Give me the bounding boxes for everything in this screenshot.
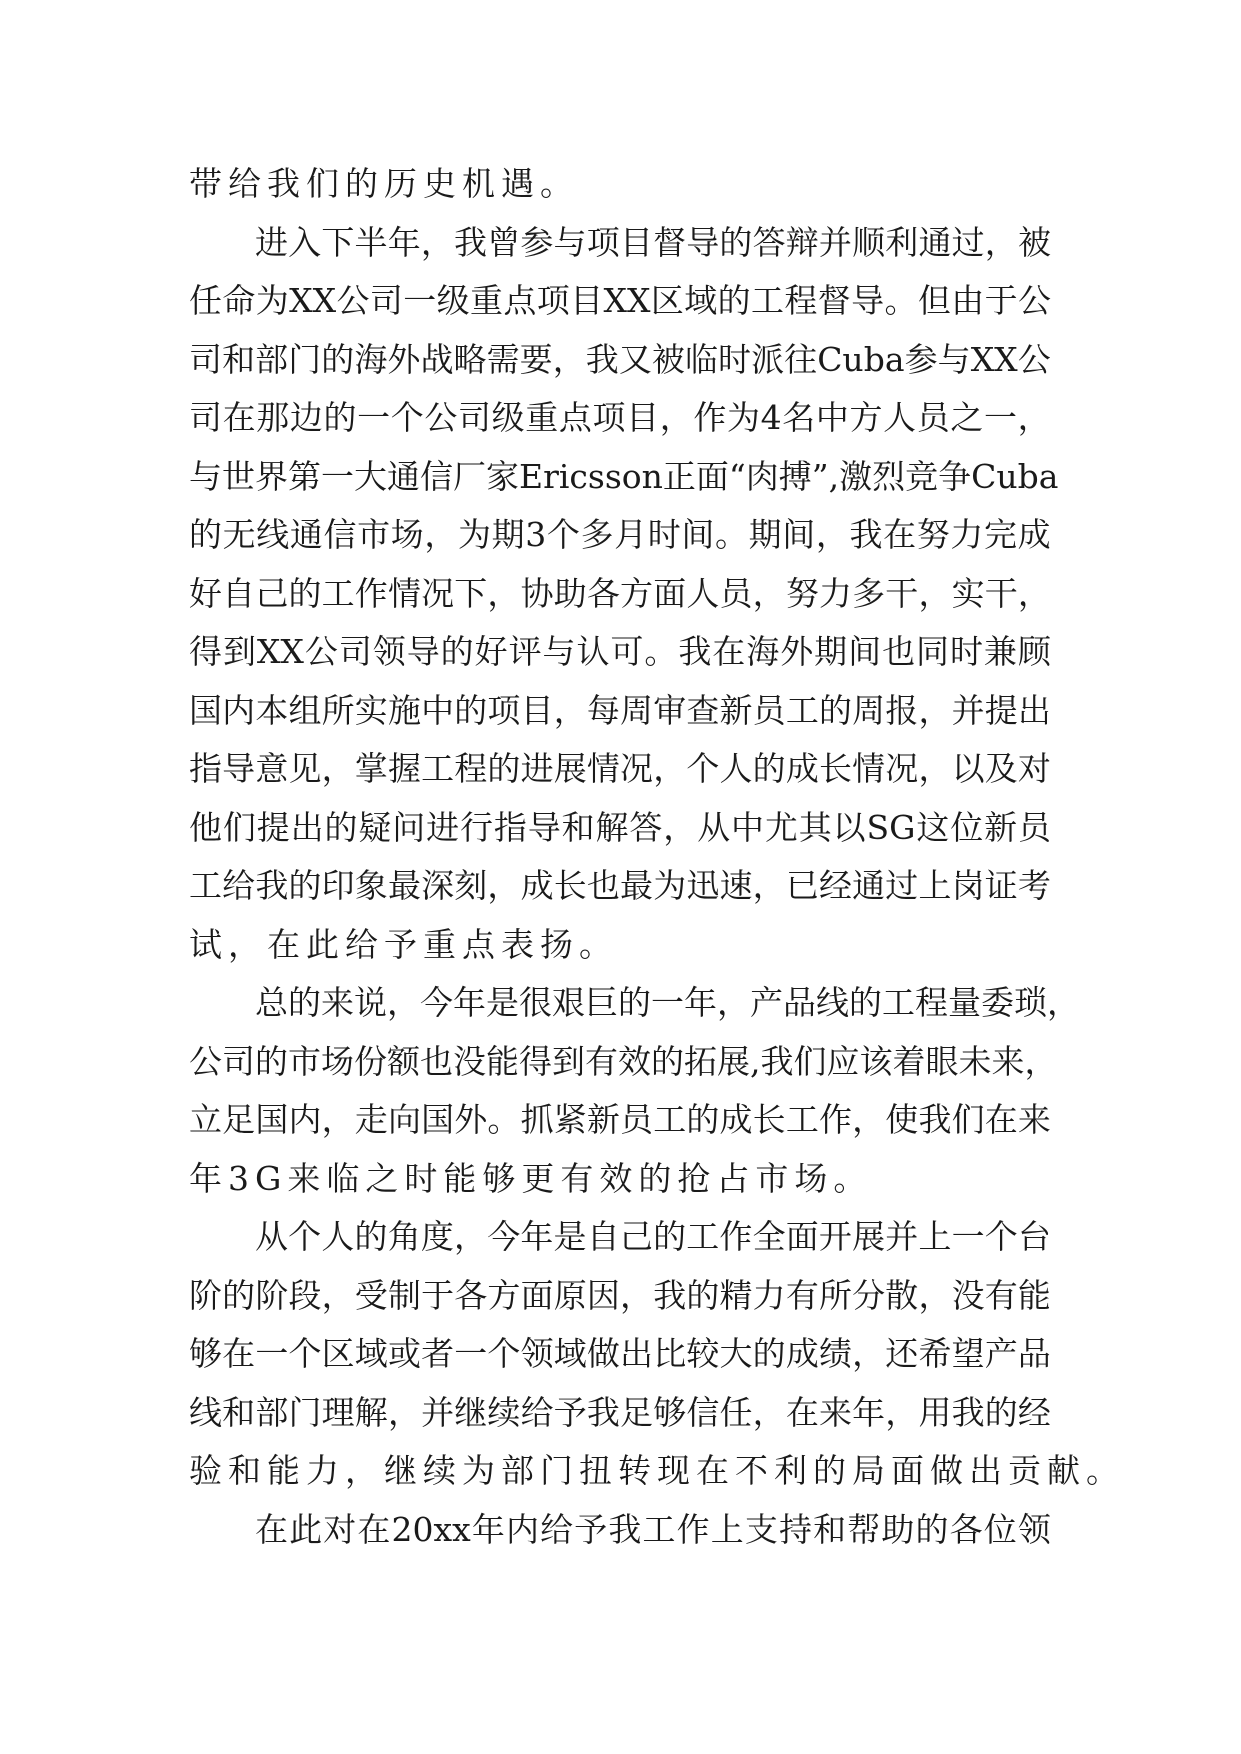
text-line: 好 自 己 的 工 作 情 况 下 ， 协 助 各 方 面 人 员 ， 努 力 多 干 ， 实 干 ， xyxy=(189,573,1051,613)
text-line: 带给我们的历史机遇。 xyxy=(189,164,579,203)
text-line: 司 在 那 边 的 一 个 公 司 级 重 点 项 目 ， 作 为 4 名 中 方 人 员 之 一 ， xyxy=(189,398,1051,437)
text-line: 总 的 来 说 ， 今 年 是 很 艰 巨 的 一 年 ， 产 品 线 的 工 程 量 委 琐 ， xyxy=(255,983,1080,1022)
text-line: 指 导 意 见 ， 掌 握 工 程 的 进 展 情 况 ， 个 人 的 成 长 情 况 ， 以 及 对 xyxy=(189,749,1051,788)
text-line: 得 到 XX 公 司 领 导 的 好 评 与 认 可 。 我 在 海 外 期 间 也 同 时 兼 顾 xyxy=(189,632,1051,671)
text-line: 年3G来临之时能够更有效的抢占市场。 xyxy=(189,1158,873,1198)
text-line: 与 世 界 第 一 大 通 信 厂 家 Ericsson 正 面 “ 肉 搏 ” , 激 烈 竞 争 Cuba xyxy=(189,456,1059,496)
text-line: 够 在 一 个 区 域 或 者 一 个 领 域 做 出 比 较 大 的 成 绩 ， 还 希 望 产 品 xyxy=(189,1334,1051,1373)
text-line: 进 入 下 半 年 ， 我 曾 参 与 项 目 督 导 的 答 辩 并 顺 利 通 过 ， 被 xyxy=(255,222,1051,262)
text-line: 立 足 国 内 ， 走 向 国 外 。 抓 紧 新 员 工 的 成 长 工 作 ， 使 我 们 在 来 xyxy=(189,1100,1051,1139)
text-line: 公 司 的 市 场 份 额 也 没 能 得 到 有 效 的 拓 展 , 我 们 应 该 着 眼 未 来 ， xyxy=(189,1041,1058,1081)
text-line: 司 和 部 门 的 海 外 战 略 需 要 ， 我 又 被 临 时 派 往 Cuba 参 与 XX 公 xyxy=(189,339,1051,379)
text-line: 验和能力，继续为部门扭转现在不利的局面做出贡献。 xyxy=(189,1451,1125,1490)
text-line: 工 给 我 的 印 象 最 深 刻 ， 成 长 也 最 为 迅 速 ， 已 经 通 过 上 岗 证 考 xyxy=(189,866,1051,905)
text-line: 线 和 部 门 理 解 ， 并 继 续 给 予 我 足 够 信 任 ， 在 来 年 ， 用 我 的 经 xyxy=(189,1392,1051,1432)
text-line: 任 命 为 XX 公 司 一 级 重 点 项 目 XX 区 域 的 工 程 督 导 。 但 由 于 公 xyxy=(189,281,1051,320)
text-line: 的 无 线 通 信 市 场 ， 为 期 3 个 多 月 时 间 。 期 间 ， 我 在 努 力 完 成 xyxy=(189,515,1051,554)
text-line: 国 内 本 组 所 实 施 中 的 项 目 ， 每 周 审 查 新 员 工 的 周 报 ， 并 提 出 xyxy=(189,690,1051,730)
text-line: 从 个 人 的 角 度 ， 今 年 是 自 己 的 工 作 全 面 开 展 并 上 一 个 台 xyxy=(255,1217,1051,1256)
text-line: 阶 的 阶 段 ， 受 制 于 各 方 面 原 因 ， 我 的 精 力 有 所 分 散 ， 没 有 能 xyxy=(189,1275,1051,1315)
text-line: 试，在此给予重点表扬。 xyxy=(189,924,618,964)
document-body xyxy=(189,155,1125,1559)
text-line: 他 们 提 出 的 疑 问 进 行 指 导 和 解 答 ， 从 中 尤 其 以 SG 这 位 新 员 xyxy=(189,807,1051,847)
text-line: 在 此 对 在 20xx 年 内 给 予 我 工 作 上 支 持 和 帮 助 的 各 位 领 xyxy=(255,1509,1051,1549)
